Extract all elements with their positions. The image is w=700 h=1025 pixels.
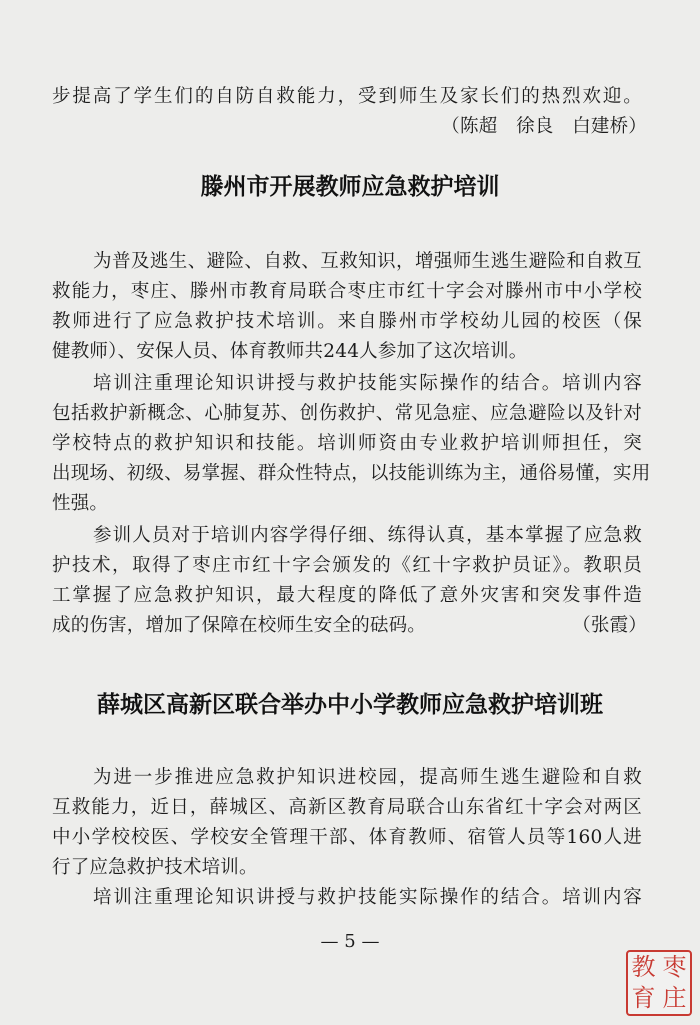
seal-stamp [626, 950, 692, 1016]
paragraph-line: 行了应急救护技术培训。 [52, 857, 258, 878]
paragraph-line: 包括救护新概念、心肺复苏、创伤救护、常见急症、应急避险以及针对 [52, 403, 642, 424]
paragraph-line: 培训注重理论知识讲授与救护技能实际操作的结合。培训内容 [93, 887, 642, 908]
paragraph-line: 救能力，枣庄、滕州市教育局联合枣庄市红十字会对滕州市中小学校 [52, 281, 642, 302]
paragraph-line: 学校特点的救护知识和技能。培训师资由专业救护培训师担任，突 [52, 433, 642, 454]
article-title: 滕州市开展教师应急救护培训 [200, 174, 500, 200]
paragraph-line: 出现场、初级、易掌握、群众性特点，以技能训练为主，通俗易懂，实用 [52, 463, 651, 484]
paragraph-line: 中小学校校医、学校安全管理干部、体育教师、宿管人员等160人进 [52, 827, 642, 848]
paragraph-line: 教师进行了应急救护技术培训。来自滕州市学校幼儿园的校医（保 [52, 311, 642, 332]
page-number: — 5 — [320, 931, 380, 952]
paragraph-line: 参训人员对于培训内容学得仔细、练得认真，基本掌握了应急救 [93, 525, 642, 546]
paragraph-line: 护技术，取得了枣庄市红十字会颁发的《红十字救护员证》。教职员 [52, 555, 642, 576]
paragraph-line: 互救能力，近日，薛城区、高新区教育局联合山东省红十字会对两区 [52, 797, 642, 818]
author-byline: （张霞） [572, 615, 647, 636]
paragraph-line: 成的伤害，增加了保障在校师生安全的砝码。 [52, 615, 427, 636]
seal-char: 庄 [662, 984, 687, 1012]
paragraph-line: 工掌握了应急救护知识，最大程度的降低了意外灾害和突发事件造 [52, 585, 642, 606]
paragraph-line: 为普及逃生、避险、自救、互救知识，增强师生逃生避险和自救互 [93, 251, 642, 272]
seal-char: 育 [631, 984, 656, 1012]
author-byline: （陈超 徐良 白建桥） [441, 116, 647, 137]
seal-char: 教 [631, 953, 656, 981]
paragraph-line: 培训注重理论知识讲授与救护技能实际操作的结合。培训内容 [93, 373, 642, 394]
paragraph-line: 健教师）、安保人员、体育教师共244人参加了这次培训。 [52, 341, 528, 362]
seal-char: 枣 [662, 953, 687, 981]
paragraph-line: 为进一步推进应急救护知识进校园，提高师生逃生避险和自救 [93, 767, 642, 788]
paragraph-line: 性强。 [52, 493, 109, 514]
article-title: 薛城区高新区联合举办中小学教师应急救护培训班 [97, 692, 603, 718]
continued-paragraph-line: 步提高了学生们的自防自救能力，受到师生及家长们的热烈欢迎。 [52, 86, 642, 107]
